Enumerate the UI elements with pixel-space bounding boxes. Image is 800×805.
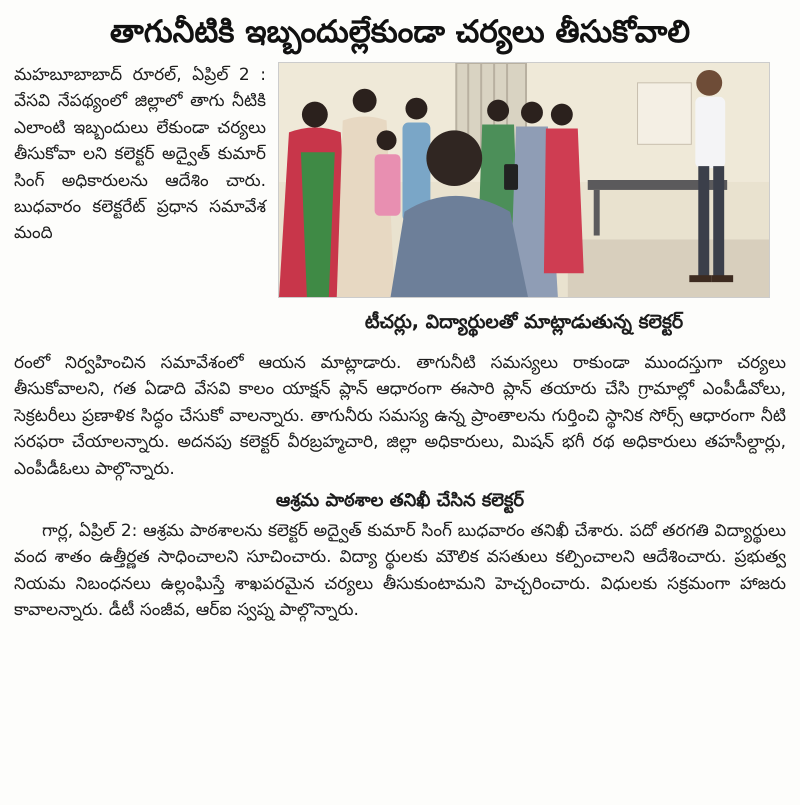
- photo-block: [278, 62, 770, 346]
- sub-headline: ఆశ్రమ పాఠశాల తనిఖీ చేసిన కలెక్టర్: [275, 490, 525, 512]
- second-story-paragraph: గార్ల, ఏప్రిల్ 2: ఆశ్రమ పాఠశాలను కలెక్టర్ అద్వైత్ కుమార్ సింగ్ బుధవారం తనిఖీ చేశారు. పదో తరగతి విద్యార్థులు వంద శాతం ఉత్తీర్ణత సాధించాలని సూచించారు. విద్యా ర్థులకు మౌలిక వసతులు కల్పించాలని ఆదేశించారు. ప్రభుత్వ నియమ నిబంధనలు ఉల్లంఘిస్తే శాఖపరమైన చర్యలు తీసుకుంటామని హెచ్చరించారు. విధులకు సక్రమంగా హాజరు కావాలన్నారు. డీటీ సంజీవ, ఆర్ఐ స్వప్న పాల్గొన్నారు.: [14, 521, 786, 621]
- photo-caption: టీచర్లు, విద్యార్థులతో మాట్లాడుతున్న కలెక్టర్: [364, 311, 684, 333]
- news-photo: [278, 62, 770, 298]
- lead-column: [14, 62, 266, 247]
- top-section: [14, 62, 786, 350]
- lead-continuation: రంలో నిర్వహించిన సమావేశంలో ఆయన మాట్లాడారు. తాగునీటి సమస్యలు రాకుండా ముందస్తుగా చర్యలు తీసుకోవాలని, గత ఏడాది వేసవి కాలం యాక్షన్ ప్లాన్ ఆధారంగా ఈసారి ప్లాన్ తయారు చేసి గ్రామాల్లో ఎంపీడీవోలు, సెక్రటరీలు ప్రణాళిక సిద్ధం చేసుకో వాలన్నారు. తాగునీరు సమస్య ఉన్న ప్రాంతాలను గుర్తించి స్థానిక సోర్స్ ఆధారంగా నీటి సరఫరా చేయాలన్నారు. అదనపు కలెక్టర్ వీరబ్రహ్మచారి, జిల్లా అధికారులు, మిషన్ భగీ రథ అధికారులు తహసీల్దార్లు, ఎంపీడీఓలు పాల్గొన్నారు.: [14, 353, 786, 479]
- headline: తాగునీటికి ఇబ్బందుల్లేకుండా చర్యలు తీసుకోవాలి: [109, 14, 691, 50]
- lead-paragraph: మహబూబాబాద్ రూరల్, ఏప్రిల్ 2 : వేసవి నేపథ్యంలో జిల్లాలో తాగు నీటికి ఎలాంటి ఇబ్బందులు లేకుండా చర్యలు తీసుకోవా లని కలెక్టర్ అద్వైత్ కుమార్ సింగ్ అధికారులను ఆదేశిం చారు. బుధవారం కలెక్టరేట్ ప్రధాన సమావేశ మంది: [14, 65, 266, 244]
